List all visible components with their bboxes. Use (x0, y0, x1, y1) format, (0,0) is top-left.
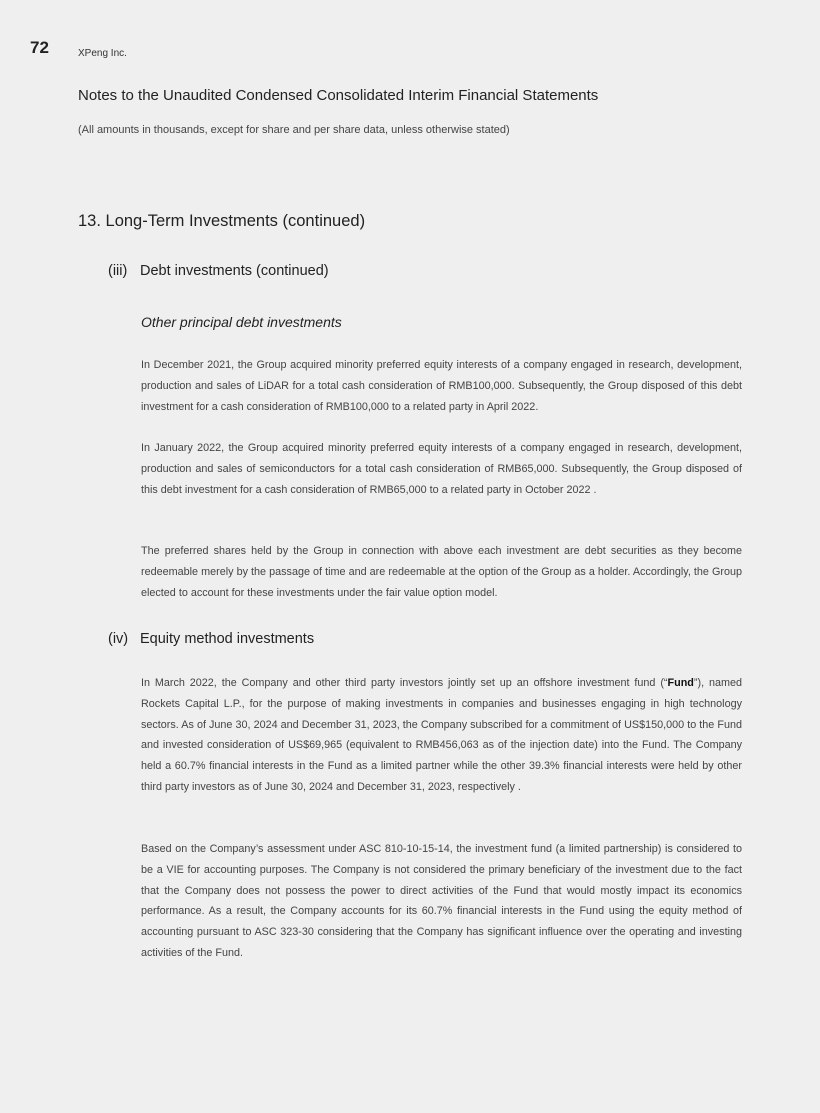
equity-method-heading (108, 631, 314, 647)
debt-investments-title: Debt investments (continued) (140, 263, 329, 279)
equity-method-number: (iv) (108, 631, 129, 647)
debt-investments-number: (iii) (108, 263, 128, 279)
debt-paragraph-1: In December 2021, the Group acquired minority preferred equity interests of a company engaged in research, development, production and sales of LiDAR for a total cash consideration of RMB100,000. Subsequently, the Group disposed of this debt investment for a cash consideration of RMB100,000 to a related party in April 2022. (141, 359, 742, 413)
debt-paragraph-2: In January 2022, the Group acquired minority preferred equity interests of a company engaged in research, development, production and sales of semiconductors for a total cash consideration of RMB65,000. Subsequently, the Group disposed of this debt investment for a cash consideration of RMB65,000 to a related party in October 2022 . (141, 442, 742, 496)
document-subtitle: (All amounts in thousands, except for share and per share data, unless otherwise stated) (78, 124, 510, 136)
equity-paragraph-1-end: ”), named Rockets Capital L.P., for the purpose of making investments in companies and businesses engaging in high technology sectors. As of June 30, 2024 and December 31, 2023, the Company subscribed for a commitment of US$150,000 to the Fund and invested consideration of US$69,965 (equivalent to RMB456,063 as of the injection date) into the Fund. The Company held a 60.7% financial interests in the Fund as a limited partner while the other 39.3% financial interests were held by other third party investors as of June 30, 2024 and December 31, 2023, respectively . (141, 677, 743, 793)
equity-paragraph-2: Based on the Company’s assessment under ASC 810-10-15-14, the investment fund (a limited partnership) is considered to be a VIE for accounting purposes. The Company is not considered the primary beneficiary of the investment due to the fact that the Company does not possess the power to direct activities of the Fund that would mostly impact its economics performance. As a result, the Company accounts for its 60.7% financial interests in the Fund using the equity method of accounting pursuant to ASC 323-30 considering that the Company has significant influence over the operating and investing activities of the Fund. (141, 843, 742, 959)
page-number: 72 (30, 38, 49, 57)
other-principal-debt-heading: Other principal debt investments (141, 314, 342, 330)
equity-paragraph-1-start: In March 2022, the Company and other third party investors jointly set up an offshore investment fund (“ (141, 677, 668, 689)
company-name: XPeng Inc. (78, 48, 127, 59)
fund-term: Fund (667, 677, 694, 689)
debt-paragraph-3: The preferred shares held by the Group in connection with above each investment are debt securities as they become redeemable merely by the passage of time and are redeemable at the option of the Group as a holder. Accordingly, the Group elected to account for these investments under the fair value option model. (141, 545, 742, 599)
equity-paragraph-1 (141, 673, 742, 798)
section-heading: 13. Long-Term Investments (continued) (78, 212, 366, 230)
equity-method-title: Equity method investments (140, 631, 315, 647)
document-title: Notes to the Unaudited Condensed Consolidated Interim Financial Statements (78, 87, 599, 104)
debt-investments-heading (108, 263, 329, 279)
